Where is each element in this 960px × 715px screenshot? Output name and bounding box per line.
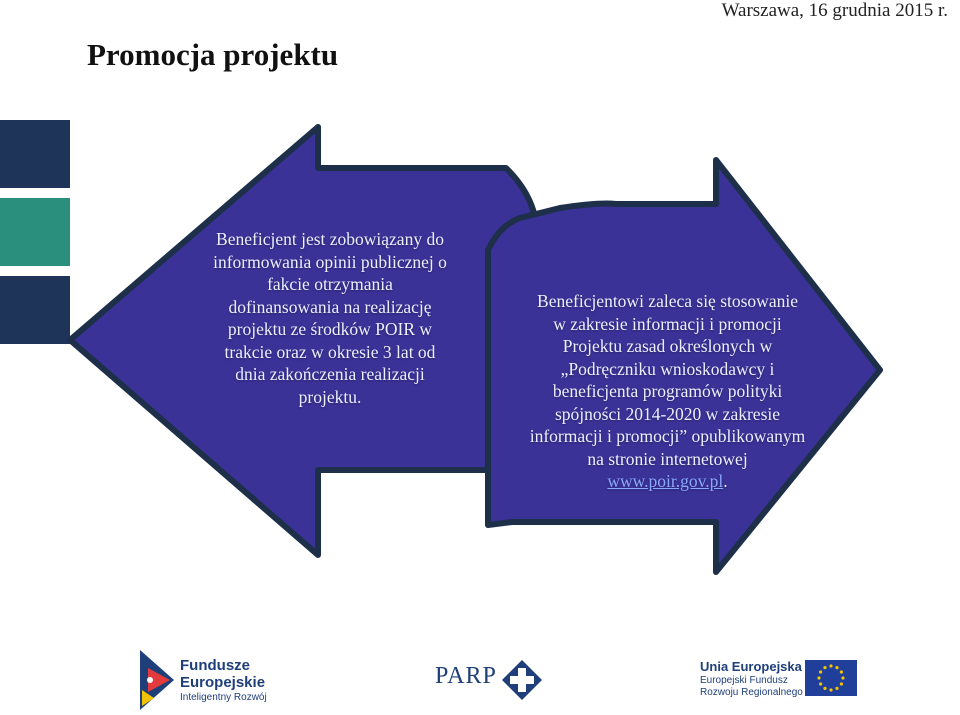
poir-website-link[interactable]: www.poir.gov.pl xyxy=(607,471,724,491)
left-text-line: trakcie oraz w okresie 3 lat od xyxy=(224,341,436,362)
ue-logo-line3: Rozwoju Regionalnego xyxy=(700,687,803,698)
left-text-line: projektu. xyxy=(298,386,362,407)
left-text-line: dnia zakończenia realizacji xyxy=(235,364,425,384)
eu-flag-icon xyxy=(805,660,857,696)
page-title: Promocja projektu xyxy=(87,37,339,72)
left-arrow-text xyxy=(180,228,480,408)
fundusze-europejskie-logo-icon xyxy=(140,650,174,710)
left-text-line: informowania opinii publicznej o xyxy=(213,251,447,272)
left-text-line: fakcie otrzymania xyxy=(267,274,393,294)
right-text-line: informacji i promocji” opublikowanym xyxy=(529,426,806,446)
ue-logo-line2: Europejski Fundusz xyxy=(700,675,788,686)
right-text-line: spójności 2014-2020 w zakresie xyxy=(554,403,781,424)
right-text-line: beneficjenta programów polityki xyxy=(552,381,783,401)
left-text-line: Beneficjent jest zobowiązany do xyxy=(216,229,444,249)
right-arrow-text xyxy=(495,290,840,493)
date-label: Warszawa, 16 grudnia 2015 r. xyxy=(721,0,948,21)
fe-logo-line1: Fundusze xyxy=(180,657,250,674)
fe-logo-line3: Inteligentny Rozwój xyxy=(180,692,267,703)
right-text-line: w zakresie informacji i promocji xyxy=(553,313,782,334)
right-text-line: Beneficjentowi zaleca się stosowanie xyxy=(537,291,798,311)
right-text-line: Projektu zasad określonych w xyxy=(562,336,773,356)
fe-logo-line2: Europejskie xyxy=(180,674,266,691)
left-text-line: dofinansowania na realizację xyxy=(228,296,432,317)
parp-logo-icon xyxy=(502,660,542,700)
ue-logo-line1: Unia Europejska xyxy=(700,659,802,674)
fundusze-europejskie-logo-text xyxy=(180,657,267,705)
left-text-line: projektu ze środków POIR w xyxy=(227,319,433,339)
right-text-link-line xyxy=(495,470,840,493)
ue-logo-text xyxy=(700,659,803,699)
link-suffix: . xyxy=(723,471,728,491)
parp-logo-text: PARP xyxy=(435,663,497,689)
right-text-line: „Podręczniku wnioskodawcy i xyxy=(560,358,775,379)
right-text-line: na stronie internetowej xyxy=(587,448,748,469)
